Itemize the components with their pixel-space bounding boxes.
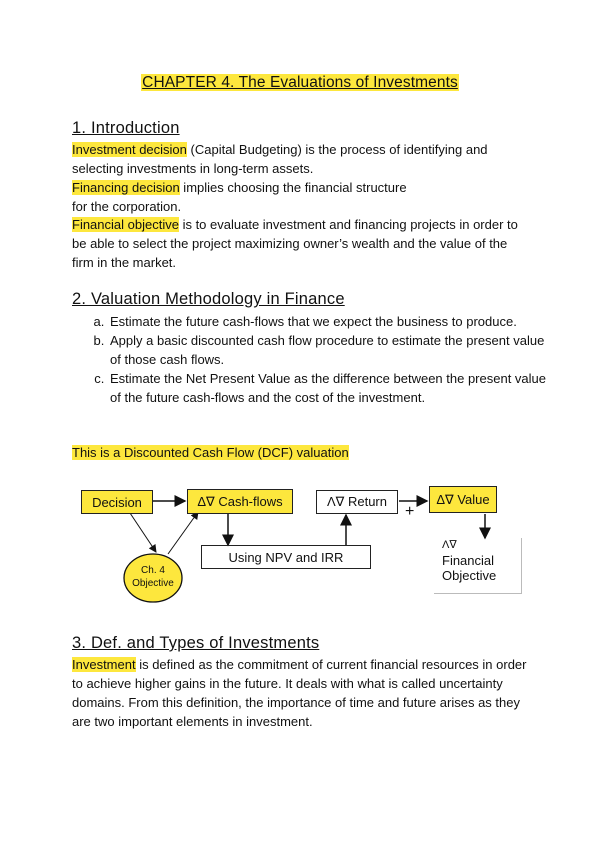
return-box: Λ∇ Return	[316, 490, 398, 514]
section-heading-introduction: 1. Introduction	[72, 119, 180, 137]
section-heading-valuation: 2. Valuation Methodology in Finance	[72, 290, 345, 308]
chapter-title: CHAPTER 4. The Evaluations of Investments	[142, 74, 458, 91]
npv-irr-box: Using NPV and IRR	[201, 545, 371, 569]
financial-objective-box: Λ∇ Financial Objective	[434, 538, 522, 594]
value-box: Δ∇ Value	[429, 486, 497, 513]
dcf-note	[72, 443, 532, 462]
highlight-financial-objective: Financial objective	[72, 217, 179, 232]
list-item: b. Apply a basic discounted cash flow procedure to estimate the present value of those cash flows.	[108, 331, 548, 369]
highlight-investment: Investment	[72, 657, 136, 672]
objective-circle-label: Ch. 4 Objective	[132, 565, 174, 589]
list-item: a. Estimate the future cash-flows that we expect the business to produce.	[108, 312, 548, 331]
valuation-steps-list	[72, 312, 548, 407]
highlight-investment-decision: Investment decision	[72, 142, 187, 157]
highlight-financing-decision: Financing decision	[72, 180, 180, 195]
cashflows-box: Δ∇ Cash-flows	[187, 489, 293, 514]
intro-paragraph-investment: Investment decision (Capital Budgeting) is the process of identifying and selecting investments in long-term assets.	[72, 142, 488, 176]
plus-sign: +	[405, 503, 415, 520]
intro-paragraph-financing: Financing decision implies choosing the financial structure for the corporation.	[72, 180, 407, 214]
decision-box: Decision	[81, 490, 153, 514]
section-heading-investments: 3. Def. and Types of Investments	[72, 634, 320, 652]
highlight-dcf-note: This is a Discounted Cash Flow (DCF) valuation	[72, 445, 349, 460]
arrow-objective-to-cashflows	[168, 512, 198, 554]
list-item: c. Estimate the Net Present Value as the difference between the present value of the future cash-flows and the cost of the investment.	[108, 369, 548, 407]
arrow-decision-to-objective	[130, 513, 156, 552]
investments-paragraph: Investment is defined as the commitment of current financial resources in order to achieve higher gains in the future. It deals with what is called uncertainty domains. From this definition, the importance of time and future arises as they are two important elements in investment.	[72, 657, 527, 729]
intro-paragraph-objective: Financial objective is to evaluate investment and financing projects in order to be able to select the project maximizing owner’s wealth and the value of the firm in the market.	[72, 217, 518, 270]
valuation-flow-diagram	[60, 478, 540, 608]
